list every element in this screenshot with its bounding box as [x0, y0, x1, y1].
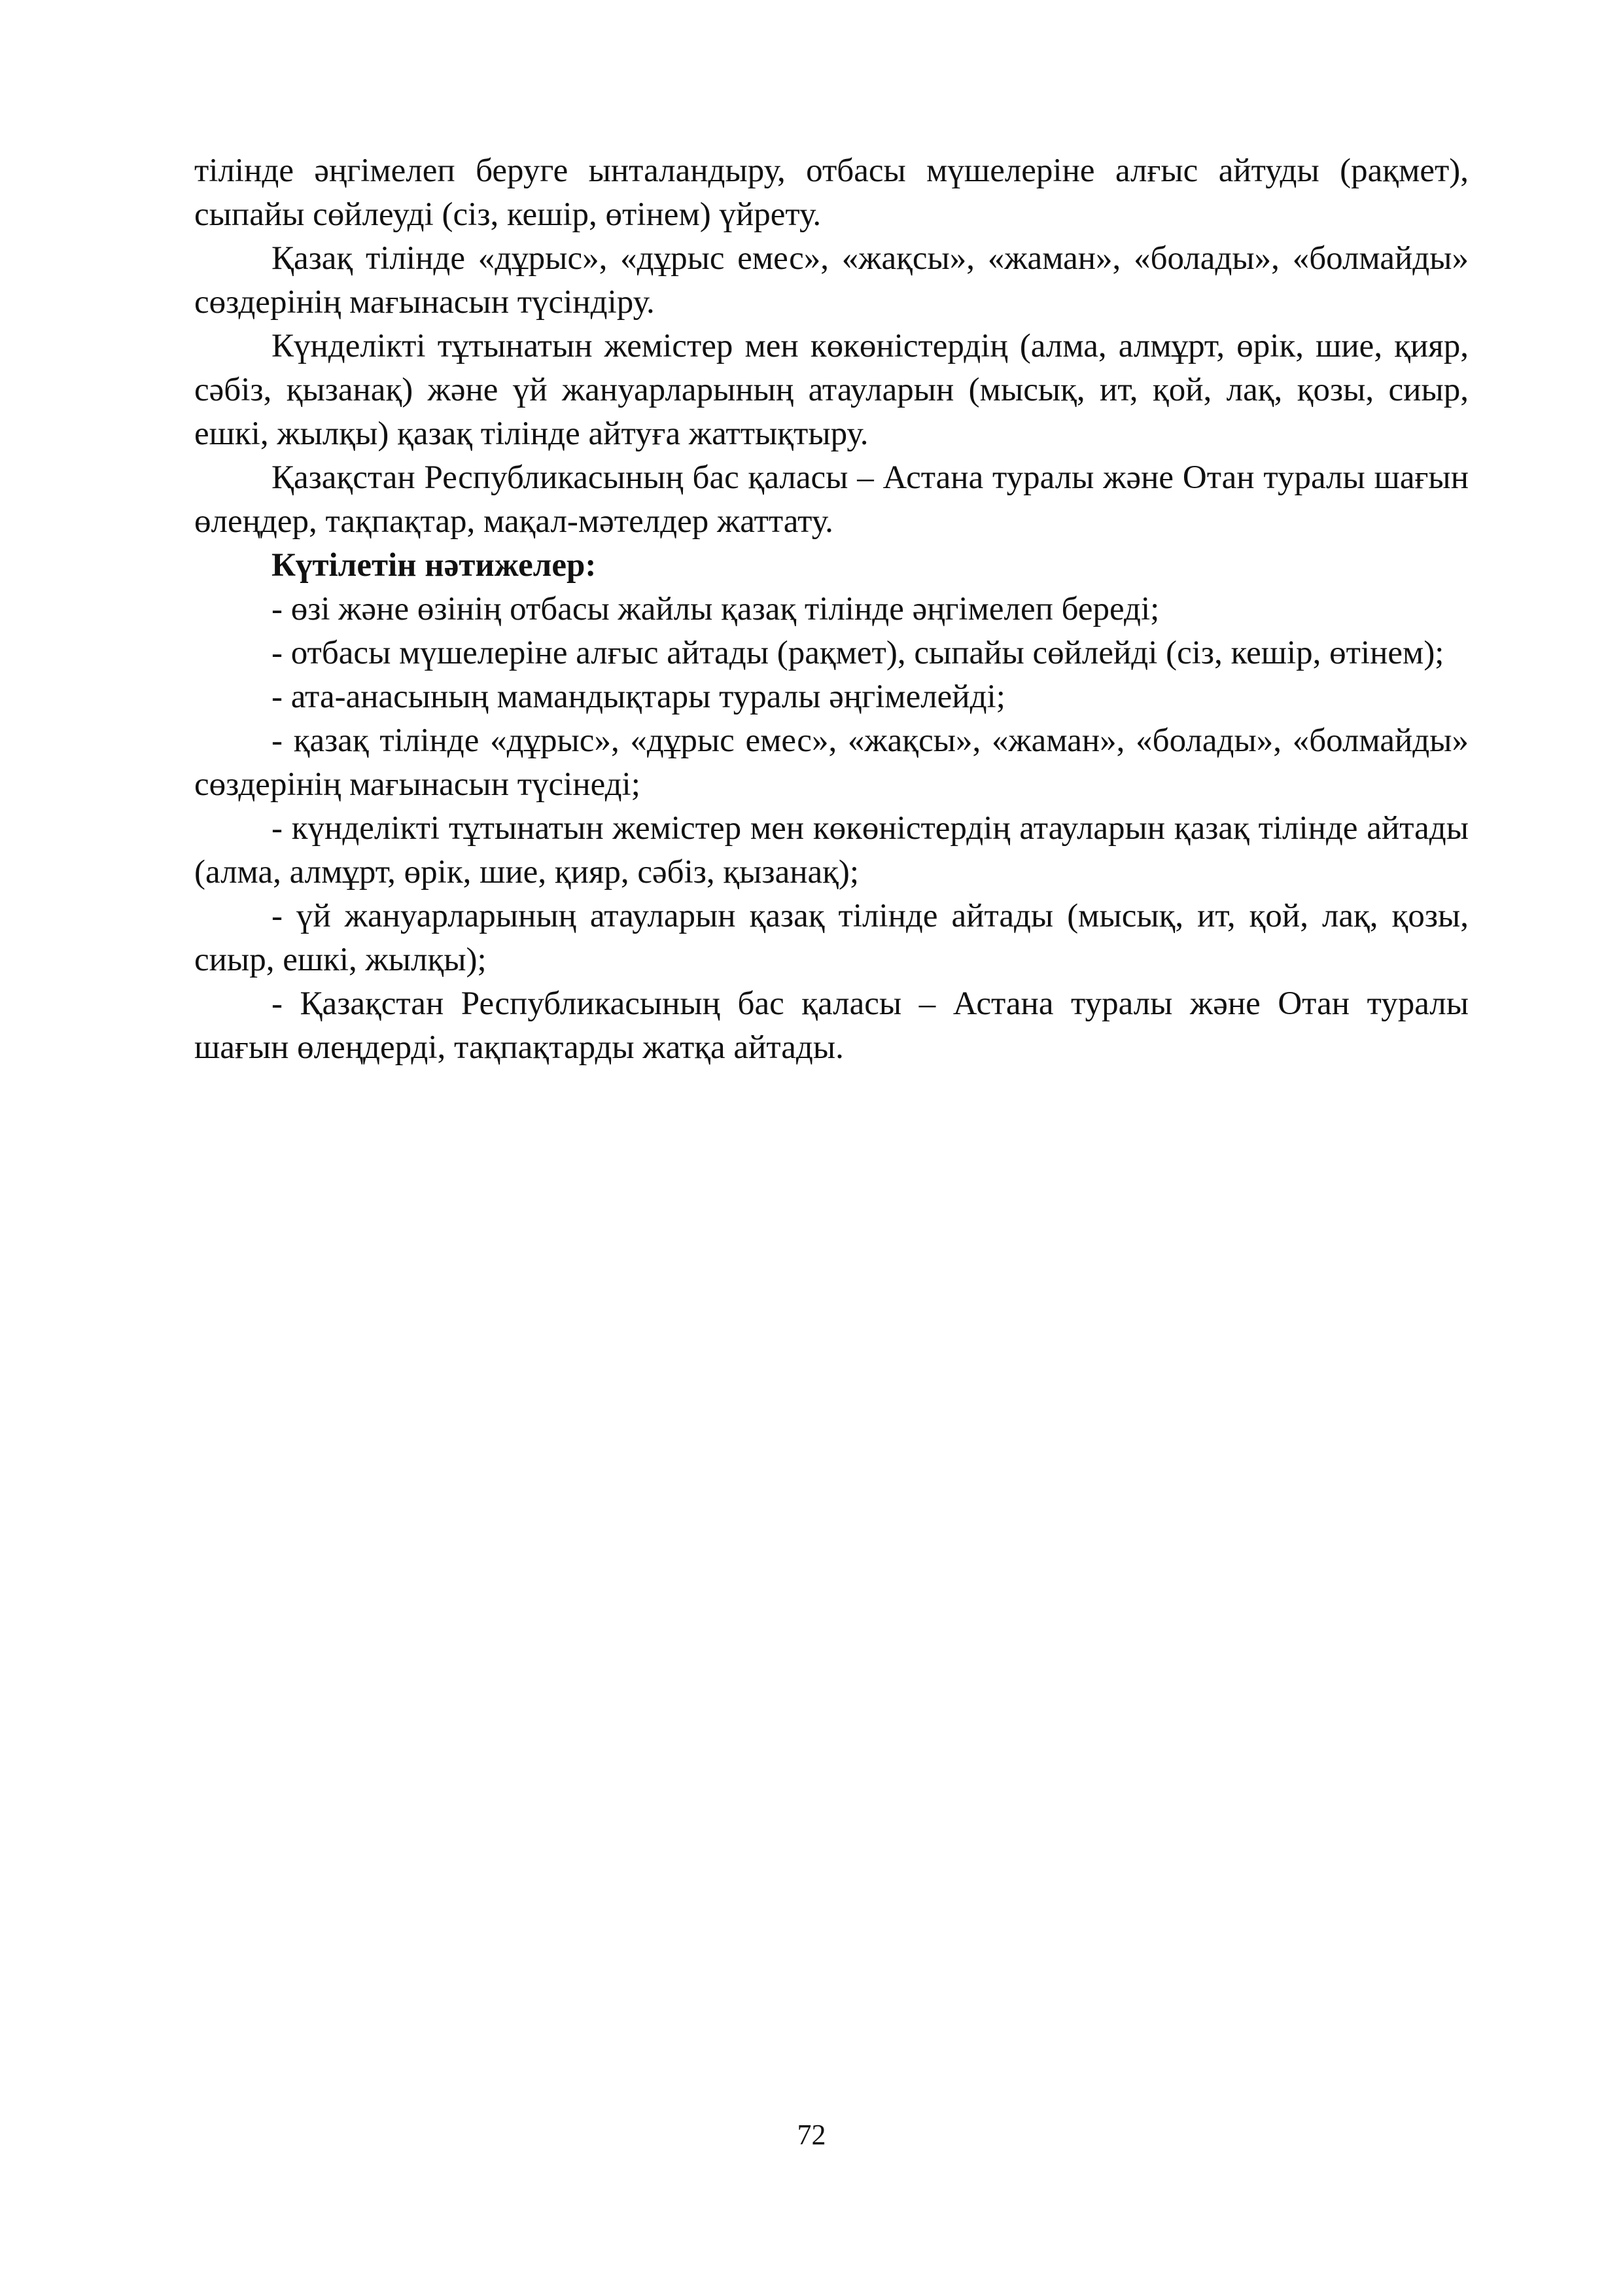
- page-number: 72: [797, 2119, 826, 2151]
- document-body: [194, 149, 1469, 1070]
- result-item: - қазақ тілінде «дұрыс», «дұрыс емес», «жақсы», «жаман», «болады», «болмайды» сөздерінің мағынасын түсінеді;: [194, 722, 1469, 803]
- result-item: - ата-анасының мамандықтары туралы әңгімелейді;: [271, 679, 1005, 715]
- paragraph-intro-continuation: тілінде әңгімелеп беруге ынталандыру, отбасы мүшелеріне алғыс айтуды (рақмет), сыпайы сөйлеуді (сіз, кешір, өтінем) үйрету.: [194, 152, 1469, 233]
- paragraph-astana-poems: Қазақстан Республикасының бас қаласы – Астана туралы және Отан туралы шағын өлеңдер, тақпақтар, мақал-мәтелдер жаттату.: [194, 459, 1469, 540]
- result-item: - отбасы мүшелеріне алғыс айтады (рақмет), сыпайы сөйлейді (сіз, кешір, өтінем);: [271, 635, 1444, 671]
- paragraph-fruits-animals: Күнделікті тұтынатын жемістер мен көкөністердің (алма, алмұрт, өрік, шие, қияр, сәбіз, қызанақ) және үй жануарларының атауларын (мысық, ит, қой, лақ, қозы, сиыр, ешкі, жылқы) қазақ тілінде айтуға жаттықтыру.: [194, 328, 1469, 452]
- result-item: - Қазақстан Республикасының бас қаласы – Астана туралы және Отан туралы шағын өлеңдерді, тақпақтарды жатқа айтады.: [194, 985, 1469, 1066]
- results-heading: Күтілетін нәтижелер:: [271, 547, 597, 584]
- result-item: - өзі және өзінің отбасы жайлы қазақ тілінде әңгімелеп береді;: [271, 591, 1160, 627]
- result-item: - үй жануарларының атауларын қазақ тілінде айтады (мысық, ит, қой, лақ, қозы, сиыр, ешкі, жылқы);: [194, 898, 1469, 978]
- paragraph-word-meanings: Қазақ тілінде «дұрыс», «дұрыс емес», «жақсы», «жаман», «болады», «болмайды» сөздерінің мағынасын түсіндіру.: [194, 240, 1469, 321]
- result-item: - күнделікті тұтынатын жемістер мен көкөністердің атауларын қазақ тілінде айтады (алма, алмұрт, өрік, шие, қияр, сәбіз, қызанақ);: [194, 810, 1469, 891]
